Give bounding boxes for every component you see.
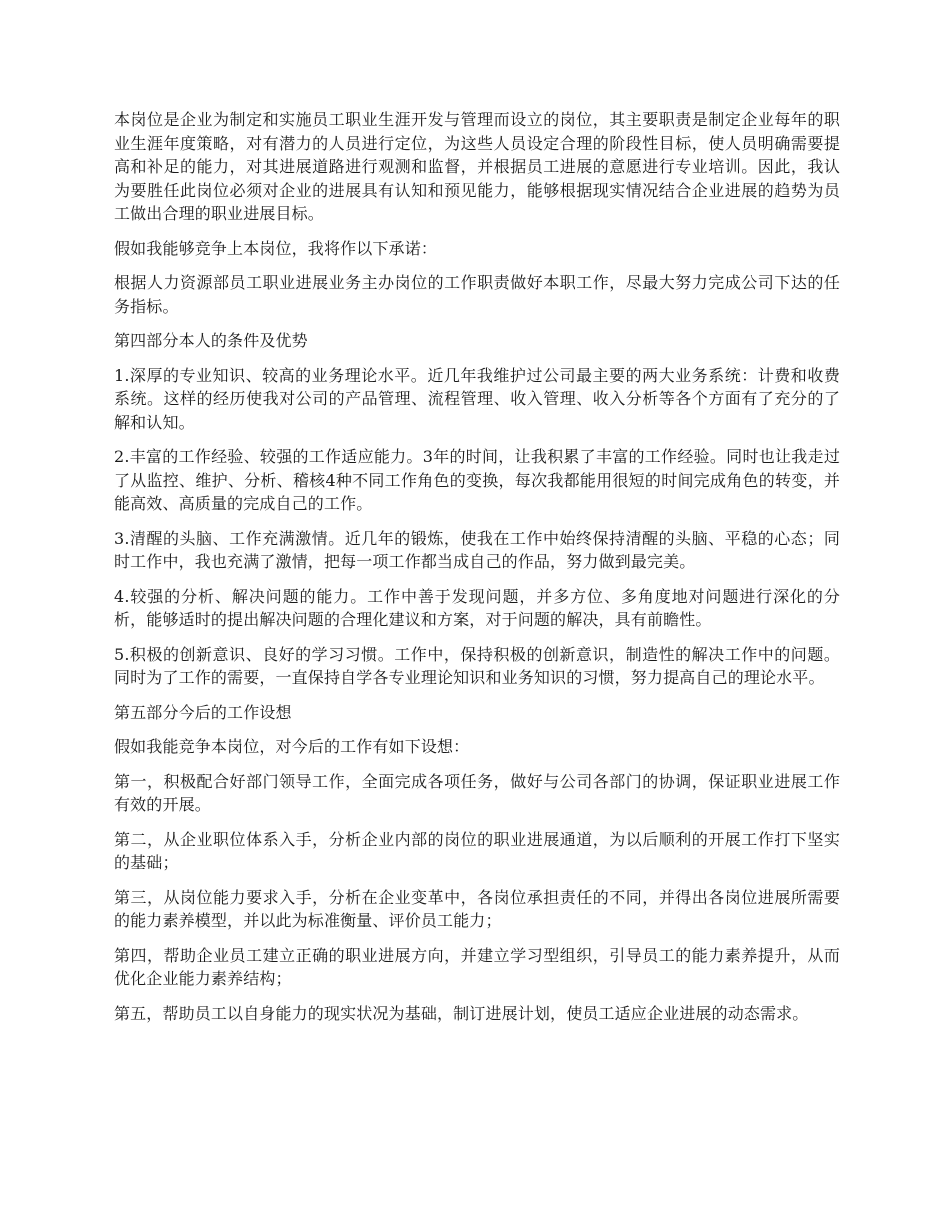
paragraph-strength-3: 3.清醒的头脑、工作充满激情。近几年的锻炼，使我在工作中始终保持清醒的头脑、平稳的心态；同时工作中，我也充满了激情，把每一项工作都当成自己的作品，努力做到最完美。 [114, 528, 840, 571]
section-heading-part-four: 第四部分本人的条件及优势 [114, 331, 308, 350]
paragraph-plan-4: 第四，帮助企业员工建立正确的职业进展方向，并建立学习型组织，引导员工的能力素养提升，从而优化企业能力素养结构； [114, 945, 840, 988]
paragraph-job-description: 本岗位是企业为制定和实施员工职业生涯开发与管理而设立的岗位，其主要职责是制定企业每年的职业生涯年度策略，对有潜力的人员进行定位，为这些人员设定合理的阶段性目标，使人员明确需要提高和补足的能力，对其进展道路进行观测和监督，并根据员工进展的意愿进行专业培训。因此，我认为要胜任此岗位必须对企业的进展具有认知和预见能力，能够根据现实情况结合企业进展的趋势为员工做出合理的职业进展目标。 [114, 110, 840, 223]
paragraph-strength-1: 1.深厚的专业知识、较高的业务理论水平。近几年我维护过公司最主要的两大业务系统：计费和收费系统。这样的经历使我对公司的产品管理、流程管理、收入管理、收入分析等各个方面有了充分的了解和认知。 [114, 365, 840, 432]
paragraph-plan-1: 第一，积极配合好部门领导工作，全面完成各项任务，做好与公司各部门的协调，保证职业进展工作有效的开展。 [114, 771, 840, 814]
section-heading-part-five: 第五部分今后的工作设想 [114, 702, 292, 722]
paragraph-plan-intro: 假如我能竞争本岗位，对今后的工作有如下设想： [114, 737, 470, 756]
paragraph-strength-4: 4.较强的分析、解决问题的能力。工作中善于发现问题，并多方位、多角度地对问题进行深化的分析，能够适时的提出解决问题的合理化建议和方案，对于问题的解决，具有前瞻性。 [114, 586, 840, 629]
paragraph-strength-5: 5.积极的创新意识、良好的学习习惯。工作中，保持积极的创新意识，制造性的解决工作中的问题。同时为了工作的需要，一直保持自学各专业理论知识和业务知识的习惯，努力提高自己的理论水平。 [114, 644, 840, 687]
paragraph-plan-3: 第三，从岗位能力要求入手，分析在企业变革中，各岗位承担责任的不同，并得出各岗位进展所需要的能力素养模型，并以此为标准衡量、评价员工能力； [114, 887, 840, 930]
paragraph-plan-5: 第五，帮助员工以自身能力的现实状况为基础，制订进展计划，使员工适应企业进展的动态需求。 [114, 1003, 809, 1023]
paragraph-plan-2: 第二，从企业职位体系入手，分析企业内部的岗位的职业进展通道，为以后顺利的开展工作打下坚实的基础； [114, 829, 840, 872]
paragraph-strength-2: 2.丰富的工作经验、较强的工作适应能力。3年的时间，让我积累了丰富的工作经验。同时也让我走过了从监控、维护、分析、稽核4种不同工作角色的变换，每次我都能用很短的时间完成角色的转变，并能高效、高质量的完成自己的工作。 [114, 447, 840, 513]
paragraph-commitment-intro: 假如我能够竞争上本岗位，我将作以下承诺： [114, 238, 438, 258]
paragraph-commitment: 根据人力资源部员工职业进展业务主办岗位的工作职责做好本职工作，尽最大努力完成公司下达的任务指标。 [114, 273, 840, 316]
document-body [114, 108, 840, 1036]
